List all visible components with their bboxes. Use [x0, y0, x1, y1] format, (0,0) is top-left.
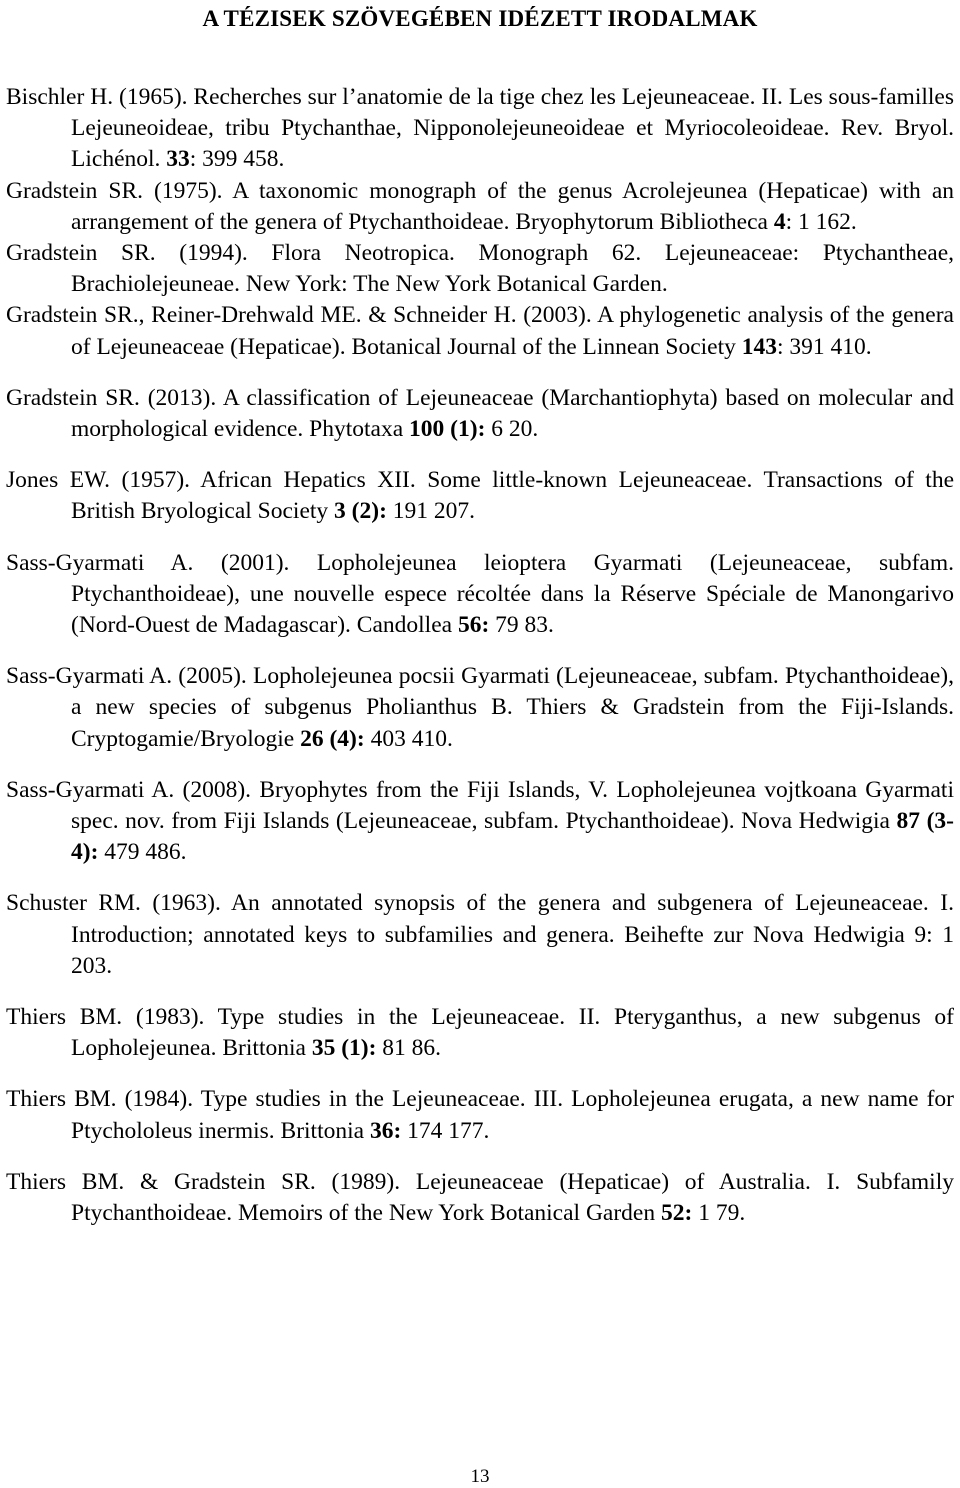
reference-text: Thiers BM. (1983). Type studies in the Lejeuneaceae. II. Pteryganthus, a new subgenus of Lopholejeunea. Brittonia [6, 1004, 954, 1062]
reference-volume: 143 [741, 333, 777, 360]
reference-entry [6, 383, 954, 445]
reference-entry [6, 888, 954, 982]
reference-text: 403 410. [364, 725, 453, 752]
page-heading: A TÉZISEK SZÖVEGÉBEN IDÉZETT IRODALMAK [202, 6, 758, 31]
reference-text: Jones EW. (1957). African Hepatics XII. Some little-known Lejeuneaceae. Transactions of the British Bryological Society [6, 467, 954, 525]
reference-text: Thiers BM. & Gradstein SR. (1989). Lejeuneaceae (Hepaticae) of Australia. I. Subfamily Ptychanthoideae. Memoirs of the New York Botanical Garden [6, 1168, 954, 1227]
reference-volume: 35 (1): [311, 1035, 377, 1062]
reference-volume: 87 (3-4): [71, 808, 955, 866]
reference-text: 81 86. [376, 1035, 442, 1062]
reference-entry [6, 1002, 954, 1064]
reference-volume: 4 [773, 208, 786, 235]
reference-entry [6, 1167, 954, 1229]
reference-volume: 100 (1): [409, 416, 486, 443]
reference-entry [6, 661, 954, 755]
reference-text: Gradstein SR., Reiner-Drehwald ME. & Schneider H. (2003). A phylogenetic analysis of the genera of Lejeuneaceae (Hepaticae). Botanical Journal of the Linnean Society [6, 302, 954, 360]
reference-entry [6, 176, 954, 238]
reference-text: 174 177. [401, 1117, 490, 1144]
reference-text: Sass-Gyarmati A. (2001). Lopholejeunea leioptera Gyarmati (Lejeuneaceae, subfam. Ptychanthoideae), une nouvelle espece récoltée dans la Réserve Spéciale de Manongarivo (Nord-Ouest de Madagascar). Candollea [6, 549, 954, 639]
reference-entry [6, 238, 954, 300]
reference-text: Gradstein SR. (1975). A taxonomic monograph of the genus Acrolejeunea (Hepaticae) with an arrangement of the genera of Ptychanthoideae. Bryophytorum Bibliotheca [6, 177, 954, 235]
reference-text: Gradstein SR. (2013). A classification of Lejeuneaceae (Marchantiophyta) based on molecular and morphological evidence. Phytotaxa [6, 384, 954, 443]
reference-volume: 26 (4): [300, 725, 365, 752]
reference-text: 79 83. [489, 612, 554, 639]
reference-text: Sass-Gyarmati A. (2008). Bryophytes from the Fiji Islands, V. Lopholejeunea vojtkoana Gyarmati spec. nov. from Fiji Islands (Lejeuneaceae, subfam. Ptychanthoideae). Nova Hedwigia [6, 776, 954, 835]
reference-text: 6 20. [485, 416, 539, 443]
reference-entry [6, 548, 954, 642]
reference-text: 1 79. [692, 1200, 746, 1227]
reference-text: : 391 410. [777, 333, 872, 360]
reference-text: Schuster RM. (1963). An annotated synopsis of the genera and subgenera of Lejeuneaceae. I. Introduction; annotated keys to subfamilies and genera. Beihefte zur Nova Hedwigia 9: 1 203. [6, 890, 954, 979]
reference-entry [6, 1084, 954, 1146]
reference-volume: 3 (2): [334, 498, 387, 525]
reference-volume: 33 [166, 146, 190, 173]
reference-entry [6, 300, 954, 362]
reference-entry [6, 775, 954, 869]
reference-text: : 1 162. [785, 208, 857, 235]
reference-text: Sass-Gyarmati A. (2005). Lopholejeunea pocsii Gyarmati (Lejeuneaceae, subfam. Ptychanthoideae), a new species of subgenus Pholianthus B. Thiers & Gradstein from the Fiji-Islands. Cryptogamie/Bryologie [6, 663, 954, 752]
reference-text: : 399 458. [189, 146, 285, 173]
reference-volume: 52: [660, 1200, 693, 1227]
reference-text: Gradstein SR. (1994). Flora Neotropica. Monograph 62. Lejeuneaceae: Ptychantheae, Brachiolejeuneae. New York: The New York Botanical Garden. [6, 240, 954, 298]
reference-volume: 56: [457, 612, 490, 639]
reference-entry [6, 82, 954, 176]
reference-volume: 36: [369, 1117, 402, 1144]
reference-text: Bischler H. (1965). Recherches sur l’anatomie de la tige chez les Lejeuneaceae. II. Les sous-familles Lejeuneoideae, tribu Ptychanthae, Nipponolejeuneoideae et Myriocoleoideae. Rev. Bryol. Lichénol. [6, 84, 954, 173]
reference-text: Thiers BM. (1984). Type studies in the Lejeuneaceae. III. Lopholejeunea erugata, a new name for Ptychololeus inermis. Brittonia [6, 1086, 954, 1144]
reference-text: 479 486. [98, 839, 187, 866]
page-number: 13 [470, 1466, 490, 1487]
reference-list [6, 82, 954, 1229]
reference-text: 191 207. [386, 498, 476, 525]
reference-entry [6, 465, 954, 527]
